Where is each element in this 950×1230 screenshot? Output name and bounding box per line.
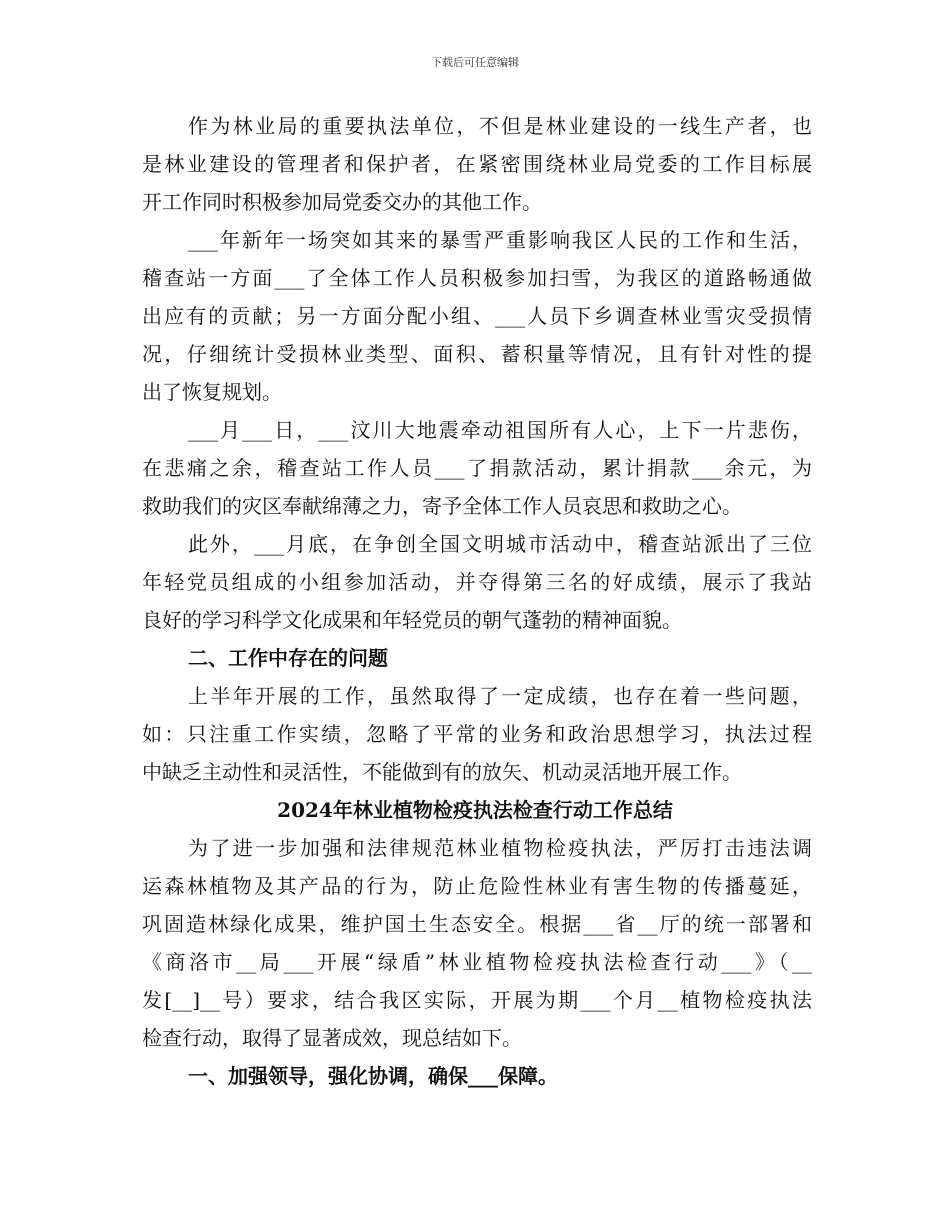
paragraph-line: 此外，___月底，在争创全国文明城市活动中，稽查站派出了三位 bbox=[188, 532, 812, 556]
paragraph-line: 检查行动，取得了显著成效，现总结如下。 bbox=[142, 1026, 522, 1050]
paragraph-line: 运森林植物及其产品的行为，防止危险性林业有害生物的传播蔓延， bbox=[142, 874, 812, 898]
paragraph-line: 救助我们的灾区奉献绵薄之力，寄予全体工作人员哀思和救助之心。 bbox=[142, 494, 742, 518]
paragraph-line: 巩固造林绿化成果，维护国土生态安全。根据___省__厅的统一部署和 bbox=[142, 912, 812, 936]
paragraph-line: 开工作同时积极参加局党委交办的其他工作。 bbox=[142, 190, 542, 214]
paragraph-line: 为了进一步加强和法律规范林业植物检疫执法，严厉打击违法调 bbox=[188, 836, 812, 860]
paragraph-line: 出应有的贡献；另一方面分配小组、___人员下乡调查林业雪灾受损情 bbox=[142, 304, 812, 328]
paragraph-line: 在悲痛之余，稽查站工作人员___了捐款活动，累计捐款___余元，为 bbox=[142, 456, 812, 480]
paragraph-line: 上半年开展的工作，虽然取得了一定成绩，也存在着一些问题， bbox=[188, 684, 812, 708]
paragraph-line: ___年新年一场突如其来的暴雪严重影响我区人民的工作和生活， bbox=[188, 228, 812, 252]
paragraph-line: 出了恢复规划。 bbox=[142, 380, 282, 404]
document-title: 2024年林业植物检疫执法检查行动工作总结 bbox=[277, 798, 673, 822]
paragraph-line: 稽查站一方面___了全体工作人员积极参加扫雪，为我区的道路畅通做 bbox=[142, 266, 812, 290]
paragraph-line: 良好的学习科学文化成果和年轻党员的朝气蓬勃的精神面貌。 bbox=[142, 608, 682, 632]
paragraph-line: 年轻党员组成的小组参加活动，并夺得第三名的好成绩，展示了我站 bbox=[142, 570, 812, 594]
page-header: 下载后可任意编辑 bbox=[431, 56, 519, 69]
paragraph-line: 中缺乏主动性和灵活性，不能做到有的放矢、机动灵活地开展工作。 bbox=[142, 760, 742, 784]
paragraph-line: 如：只注重工作实绩，忽略了平常的业务和政治思想学习，执法过程 bbox=[142, 722, 812, 746]
section-heading: 一、加强领导，强化协调，确保___保障。 bbox=[188, 1064, 558, 1088]
paragraph-line: ___月___日，___汶川大地震牵动祖国所有人心，上下一片悲伤， bbox=[188, 418, 812, 442]
paragraph-line: 《商洛市__局___开展“绿盾”林业植物检疫执法检查行动___》（__ bbox=[142, 950, 812, 974]
paragraph-line: 况，仔细统计受损林业类型、面积、蓄积量等情况，且有针对性的提 bbox=[142, 342, 812, 366]
paragraph-line: 作为林业局的重要执法单位，不但是林业建设的一线生产者，也 bbox=[188, 114, 812, 138]
paragraph-line: 是林业建设的管理者和保护者，在紧密围绕林业局党委的工作目标展 bbox=[142, 152, 812, 176]
section-heading: 二、工作中存在的问题 bbox=[188, 646, 388, 670]
paragraph-line: 发[__]__号）要求，结合我区实际，开展为期___个月__植物检疫执法 bbox=[142, 988, 812, 1012]
